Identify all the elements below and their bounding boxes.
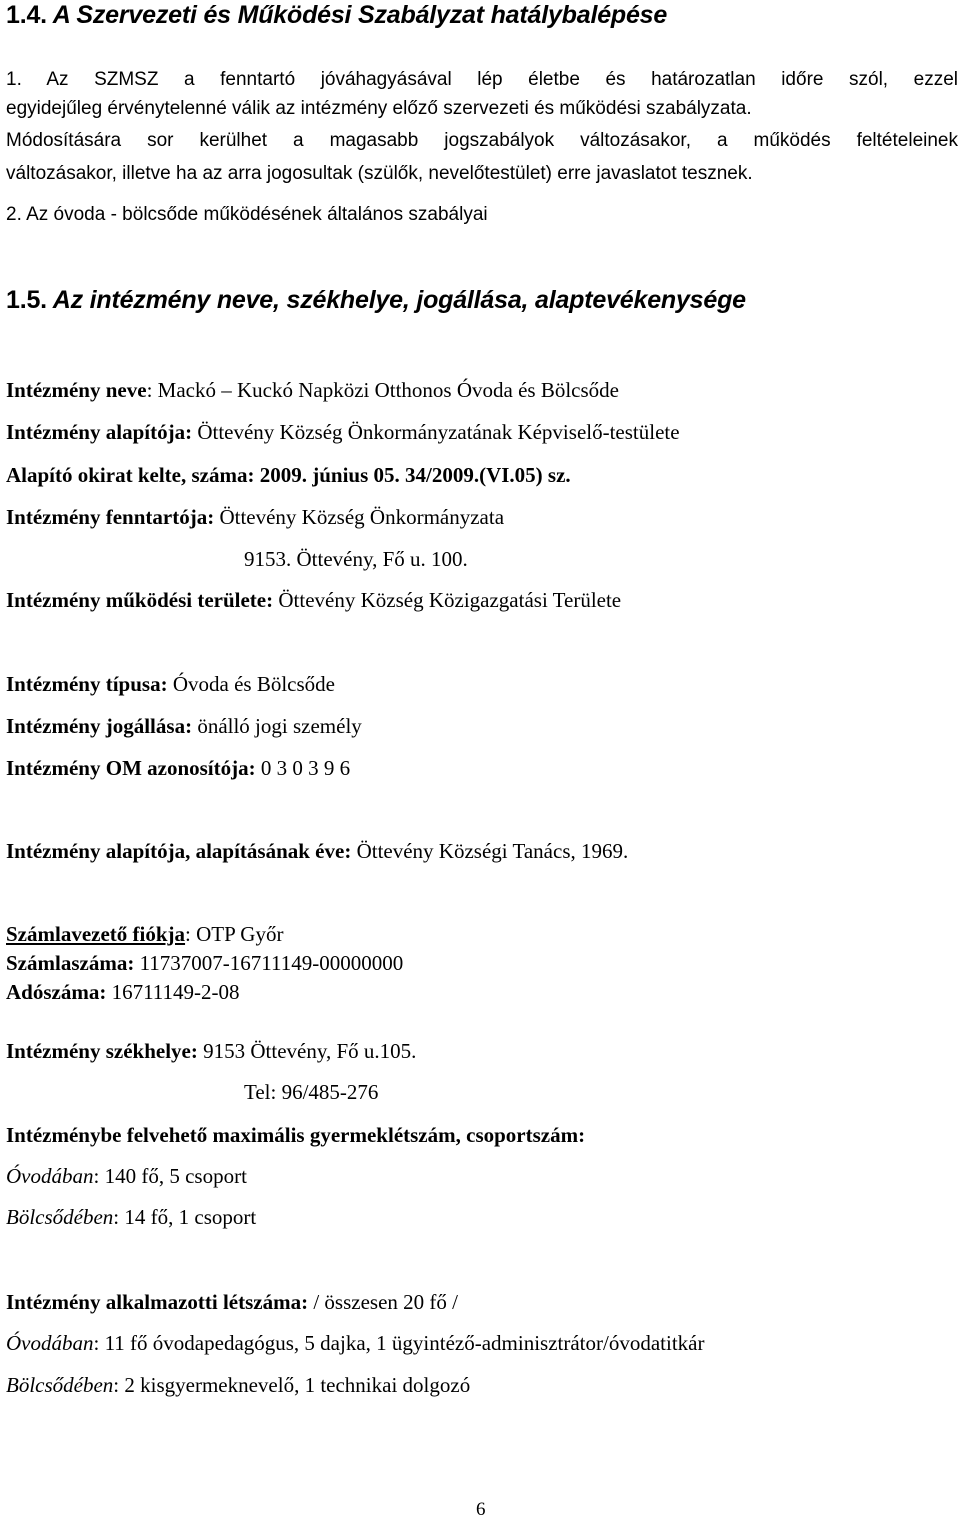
field-value: Öttevény Község Önkormányzatának Képviselő-testülete [192, 420, 680, 444]
field-label: Bölcsődében [6, 1373, 114, 1397]
field-label: Számlavezető fiókja [6, 922, 186, 946]
field-operating-area [6, 588, 621, 613]
field-kindergarten-capacity [6, 1164, 247, 1189]
field-value: : 14 fő, 1 csoport [113, 1205, 257, 1229]
field-label: Számlaszáma: [6, 951, 135, 975]
field-value: Öttevény Község Önkormányzata [214, 505, 505, 529]
section-heading-1-5 [6, 286, 746, 315]
field-label: Intézmény OM azonosítója: [6, 756, 256, 780]
field-label: Alapító okirat kelte, száma: 2009. június 05. 34/2009.(VI.05) sz. [6, 463, 571, 487]
section-number: 1.4. [6, 1, 47, 29]
field-value: Öttevény Község Közigazgatási Területe [273, 588, 622, 612]
field-label: Intézmény típusa: [6, 672, 168, 696]
field-label: Intézmény jogállása: [6, 714, 193, 738]
field-staff [6, 1290, 458, 1315]
field-value: / összesen 20 fő / [308, 1290, 458, 1314]
field-founded [6, 839, 628, 864]
paragraph-line: 1. Az SZMSZ a fenntartó jóváhagyásával lép életbe és határozatlan időre szól, ezzel [6, 69, 958, 90]
field-value: OTP Győr [190, 922, 284, 946]
field-nursery-staff [6, 1373, 470, 1398]
paragraph-line: egyidejűleg érvénytelenné válik az intézmény előző szervezeti és működési szabályzata. [6, 98, 752, 119]
paragraph-line: 2. Az óvoda - bölcsőde működésének általános szabályai [6, 204, 488, 225]
field-seat [6, 1039, 416, 1064]
field-label: Intézménybe felvehető maximális gyermeklétszám, csoportszám: [6, 1123, 586, 1147]
field-value: 0 3 0 3 9 6 [255, 756, 351, 780]
field-value: : 140 fő, 5 csoport [93, 1164, 247, 1188]
field-colon: : [185, 922, 191, 946]
field-founder [6, 420, 680, 445]
field-value: 9153 Öttevény, Fő u.105. [197, 1039, 417, 1063]
field-label: Intézmény fenntartója: [6, 505, 215, 529]
page-number: 6 [476, 1499, 486, 1520]
phone: Tel: 96/485-276 [244, 1080, 379, 1104]
field-label: Intézmény székhelye: [6, 1039, 198, 1063]
field-label: Intézmény működési területe: [6, 588, 274, 612]
field-legal-status [6, 714, 362, 739]
field-value: Mackó – Kuckó Napközi Otthonos Óvoda és Bölcsőde [152, 378, 619, 402]
field-deed [6, 463, 571, 488]
field-value: : 11 fő óvodapedagógus, 5 dajka, 1 ügyintéző-adminisztrátor/óvodatitkár [93, 1331, 705, 1355]
field-label: Adószáma: [6, 980, 107, 1004]
field-value: 11737007-16711149-00000000 [134, 951, 404, 975]
field-label: Intézmény neve [6, 378, 147, 402]
field-label: Bölcsődében [6, 1205, 114, 1229]
field-maintainer [6, 505, 504, 530]
field-value: : 2 kisgyermeknevelő, 1 technikai dolgozó [113, 1373, 471, 1397]
section-number: 1.5. [6, 286, 47, 314]
section-title: A Szervezeti és Működési Szabályzat hatálybalépése [52, 1, 668, 29]
field-nursery-capacity [6, 1205, 256, 1230]
field-account [6, 951, 403, 976]
section-heading-1-4 [6, 1, 667, 30]
field-label: Óvodában [6, 1164, 94, 1188]
field-label: Óvodában [6, 1331, 94, 1355]
field-value: önálló jogi személy [192, 714, 362, 738]
field-label: Intézmény alapítója, alapításának éve: [6, 839, 352, 863]
field-colon: : [146, 378, 153, 402]
field-institution-name [6, 378, 619, 403]
field-type [6, 672, 335, 697]
field-tax [6, 980, 240, 1005]
paragraph-line: Módosítására sor kerülhet a magasabb jogszabályok változásakor, a működés feltételeinek [6, 130, 958, 151]
field-capacity [6, 1123, 585, 1148]
field-kindergarten-staff [6, 1331, 704, 1356]
field-value: Öttevény Községi Tanács, 1969. [351, 839, 629, 863]
field-label: Intézmény alapítója: [6, 420, 193, 444]
field-om-id [6, 756, 350, 781]
field-bank [6, 922, 283, 947]
field-value: Óvoda és Bölcsőde [167, 672, 335, 696]
maintainer-address: 9153. Öttevény, Fő u. 100. [244, 547, 468, 571]
section-title: Az intézmény neve, székhelye, jogállása, alaptevékenysége [52, 286, 746, 314]
field-value: 16711149-2-08 [106, 980, 240, 1004]
paragraph-line: változásakor, illetve ha az arra jogosultak (szülők, nevelőtestület) erre javaslatot tesznek. [6, 163, 753, 184]
field-label: Intézmény alkalmazotti létszáma: [6, 1290, 309, 1314]
